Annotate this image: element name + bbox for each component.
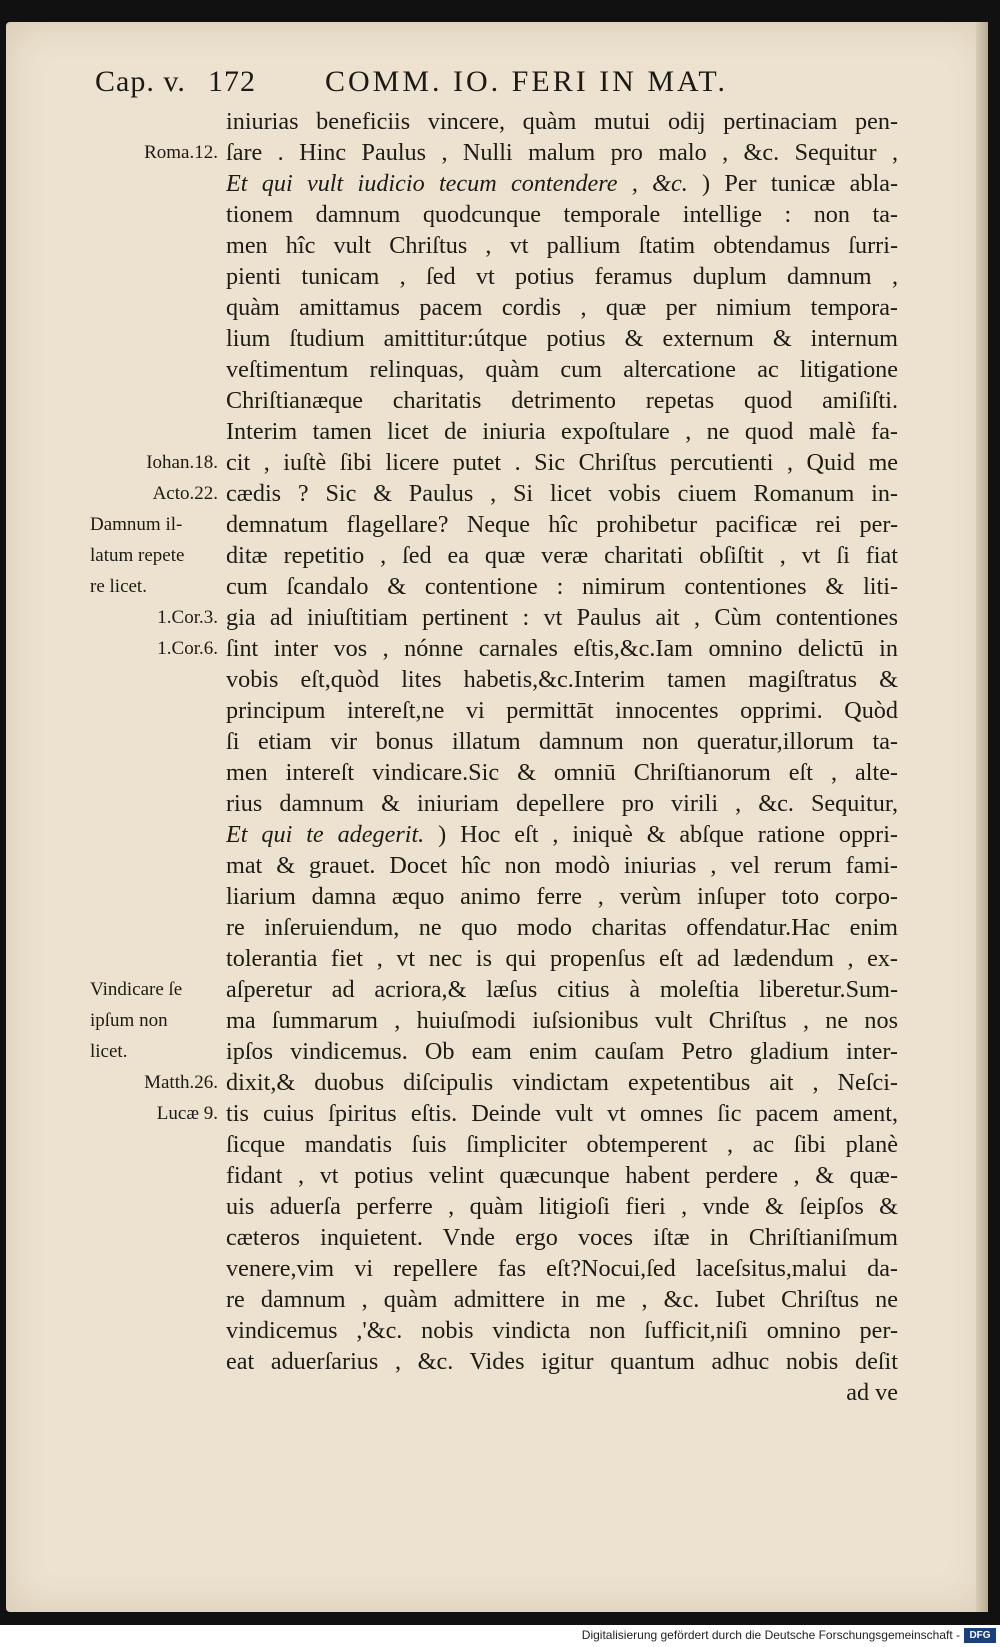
margin-note: Roma.12. [144,142,218,163]
margin-note: licet. [90,1041,128,1062]
text-line: veſtimentum relinquas, quàm cum altercatione ac litigatione [226,356,898,383]
text-line: vindicemus ,'&c. nobis vindicta non ſufficit,niſi omnino per- [226,1317,898,1344]
text-line: pienti tunicam , ſed vt potius feramus duplum damnum , [226,263,898,290]
text-line: ipſos vindicemus. Ob eam enim cauſam Petro gladium inter- [226,1038,898,1065]
chapter-label: Cap. v. [95,65,186,98]
margin-note: latum repete [90,545,185,566]
text-line: ſi etiam vir bonus illatum damnum non queratur,illorum ta- [226,728,898,755]
text-line: men hîc vult Chriſtus , vt pallium ſtatim obtendamus ſurri- [226,232,898,259]
text-line: ſicque mandatis ſuis ſimpliciter obtemperent , ac ſibi planè [226,1131,898,1158]
text-line: cum ſcandalo & contentione : nimirum contentiones & liti- [226,573,898,600]
text-line: tolerantia fiet , vt nec is qui propenſus eſt ad lædendum , ex- [226,945,898,972]
text-line: rius damnum & iniuriam depellere pro virili , &c. Sequitur, [226,790,898,817]
footer-bar [0,1625,1000,1647]
text-line: re inſeruiendum, ne quo modo charitas offendatur.Hac enim [226,914,898,941]
text-line: quàm amittamus pacem cordis , quæ per nimium tempora- [226,294,898,321]
catchword: ad ve [846,1379,898,1406]
text-line: gia ad iniuſtitiam pertinent : vt Paulus ait , Cùm contentiones [226,604,898,631]
margin-note: Damnum il- [90,514,183,535]
margin-note: Acto.22. [152,483,218,504]
text-line: dixit,& duobus diſcipulis vindictam expetentibus ait , Neſci- [226,1069,898,1096]
text-line: Interim tamen licet de iniuria expoſtulare , ne quod malè fa- [226,418,898,445]
text-line: tis cuius ſpiritus eſtis. Deinde vult vt omnes ſic pacem ament, [226,1100,898,1127]
text-line: cæteros inquietent. Vnde ergo voces iſtæ in Chriſtianiſmum [226,1224,898,1251]
text-line: mat & grauet. Docet hîc non modò iniurias , vel rerum fami- [226,852,898,879]
page-edge [976,22,988,1612]
text-line: cit , iuſtè ſibi licere putet . Sic Chriſtus percutienti , Quid me [226,449,898,476]
margin-note: ipſum non [90,1010,168,1031]
text-line: lium ſtudium amittitur:útque potius & externum & internum [226,325,898,352]
text-line: ditæ repetitio , ſed ea quæ veræ charitati obſiſtit , vt ſi fiat [226,542,898,569]
text-line: ſare . Hinc Paulus , Nulli malum pro malo , &c. Sequitur , [226,139,898,166]
text-line: Et qui vult iudicio tecum contendere , &c. ) Per tunicæ abla- [226,170,898,197]
text-line: eat aduerſarius , &c. Vides igitur quantum adhuc nobis deſit [226,1348,898,1375]
digitization-credit: Digitalisierung gefördert durch die Deutsche Forschungsgemeinschaft - [581,1628,960,1642]
text-line: uis aduerſa perferre , quàm litigioſi fieri , vnde & ſeipſos & [226,1193,898,1220]
margin-note: 1.Cor.6. [157,638,218,659]
margin-note: re licet. [90,576,147,597]
running-header [95,65,895,105]
text-line: Chriſtianæque charitatis detrimento repetas quod amiſiſti. [226,387,898,414]
text-line: vobis eſt,quòd lites habetis,&c.Interim tamen magiſtratus & [226,666,898,693]
text-line: demnatum flagellare? Neque hîc prohibetur pacificæ rei per- [226,511,898,538]
lemma-text: Et qui vult iudicio tecum contendere , &c. [226,170,688,197]
lemma-text: Et qui te adegerit. [226,821,425,848]
margin-note: Matth.26. [144,1072,218,1093]
text-line: liarium damna æquo animo ferre , verùm inſuper toto corpo- [226,883,898,910]
text-line: men intereſt vindicare.Sic & omniū Chriſtianorum eſt , alte- [226,759,898,786]
page-number: 172 [208,65,256,98]
text-line: ſint inter vos , nónne carnales eſtis,&c.Iam omnino delictū in [226,635,898,662]
text-line: principum intereſt,ne vi permittāt innocentes opprimi. Quòd [226,697,898,724]
text-line: re damnum , quàm admittere in me , &c. Iubet Chriſtus ne [226,1286,898,1313]
dfg-logo: DFG [964,1628,996,1643]
text-line: iniurias beneficiis vincere, quàm mutui odij pertinaciam pen- [226,108,898,135]
margin-note: Iohan.18. [146,452,218,473]
text-line: fidant , vt potius velint quæcunque habent perdere , & quæ- [226,1162,898,1189]
text-line: cædis ? Sic & Paulus , Si licet vobis ciuem Romanum in- [226,480,898,507]
text-line: venere,vim vi repellere fas eſt?Nocui,ſed laceſsitus,malui da- [226,1255,898,1282]
text-line: ma ſummarum , huiuſmodi iuſsionibus vult Chriſtus , ne nos [226,1007,898,1034]
text-line: Et qui te adegerit. ) Hoc eſt , iniquè & abſque ratione oppri- [226,821,898,848]
margin-note: 1.Cor.3. [157,607,218,628]
text-line: aſperetur ad acriora,& læſus citius à moleſtia liberetur.Sum- [226,976,898,1003]
text-line: tionem damnum quodcunque temporale intellige : non ta- [226,201,898,228]
margin-note: Lucæ 9. [156,1103,218,1124]
running-title: COMM. IO. FERI IN MAT. [325,65,728,98]
margin-note: Vindicare ſe [90,979,183,1000]
